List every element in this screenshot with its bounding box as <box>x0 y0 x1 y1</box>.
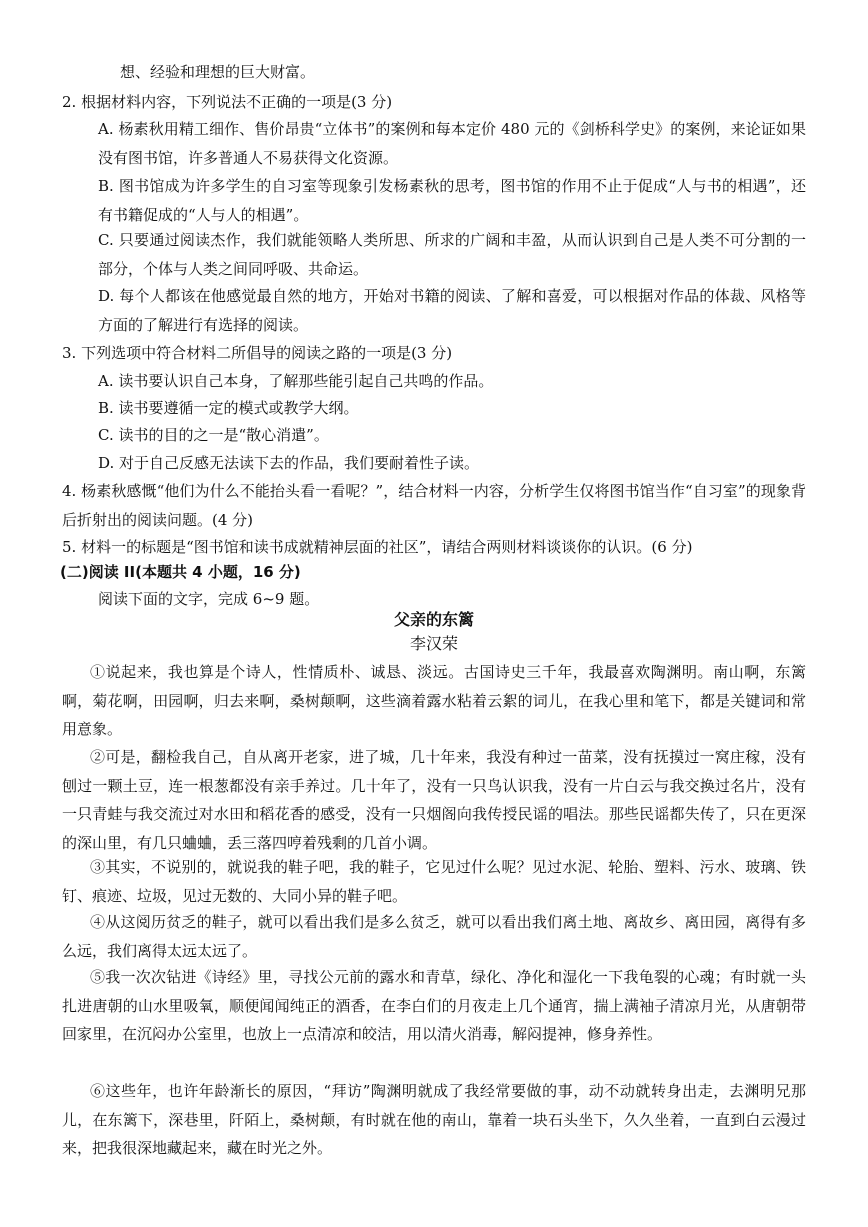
q2-option-b: B. 图书馆成为许多学生的自习室等现象引发杨素秋的思考，图书馆的作用不止于促成“人与书的相遇”，还有书籍促成的“人与人的相遇”。 <box>98 177 806 224</box>
article-author: 李汉荣 <box>409 634 458 653</box>
q2-option-a: A. 杨素秋用精工细作、售价昂贵“立体书”的案例和每本定价 480 元的《剑桥科学史》的案例，来论证如果没有图书馆，许多普通人不易获得文化资源。 <box>98 120 806 167</box>
q3-stem: 3. 下列选项中符合材料二所倡导的阅读之路的一项是(3 分) <box>62 344 453 362</box>
q4-text: 4. 杨素秋感慨“他们为什么不能抬头看一看呢？”，结合材料一内容，分析学生仅将图书馆当作“自习室”的现象背后折射出的阅读问题。(4 分) <box>62 482 806 529</box>
q2-option-d: D. 每个人都该在他感觉最自然的地方，开始对书籍的阅读、了解和喜爱，可以根据对作品的体裁、风格等方面的了解进行有选择的阅读。 <box>98 287 806 334</box>
q2-stem: 2. 根据材料内容，下列说法不正确的一项是(3 分) <box>62 93 393 111</box>
q3-option-d: D. 对于自己反感无法读下去的作品，我们要耐着性子读。 <box>98 454 480 472</box>
section-instruction: 阅读下面的文字，完成 6~9 题。 <box>98 590 320 608</box>
section-heading: (二)阅读 II(本题共 4 小题，16 分) <box>60 563 301 581</box>
article-paragraph-6: ⑥这些年，也许年龄渐长的原因，“拜访”陶渊明就成了我经常要做的事，动不动就转身出走，去渊明兄那儿，在东篱下，深巷里，阡陌上，桑树颠，有时就在他的南山，靠着一块石头坐下，久久坐着，一直到白云漫过来，把我很深地藏起来，藏在时光之外。 <box>62 1082 806 1157</box>
article-paragraph-4: ④从这阅历贫乏的鞋子，就可以看出我们是多么贫乏，就可以看出我们离土地、离故乡、离田园，离得有多么远，我们离得太远太远了。 <box>62 913 806 960</box>
q3-option-c: C. 读书的目的之一是“散心消遣”。 <box>98 426 329 444</box>
q3-option-b: B. 读书要遵循一定的模式或教学大纲。 <box>98 399 359 417</box>
article-paragraph-3: ③其实，不说别的，就说我的鞋子吧，我的鞋子，它见过什么呢？见过水泥、轮胎、塑料、污水、玻璃、铁钉、痕迹、垃圾，见过无数的、大同小异的鞋子吧。 <box>62 858 806 905</box>
article-title: 父亲的东篱 <box>393 610 474 629</box>
article-paragraph-2: ②可是，翻检我自己，自从离开老家，进了城，几十年来，我没有种过一苗菜，没有抚摸过一窝庄稼，没有刨过一颗土豆，连一根葱都没有亲手养过。几十年了，没有一只鸟认识我，没有一片白云与我交换过名片，没有一只青蛙与我交流过对水田和稻花香的感受，没有一只烟阁向我传授民谣的唱法。那些民谣都失传了，只在更深的深山里，有几只蛐蛐，丢三落四哼着残剩的几首小调。 <box>62 748 806 852</box>
q3-option-a: A. 读书要认识自己本身，了解那些能引起自己共鸣的作品。 <box>98 372 494 390</box>
article-paragraph-5: ⑤我一次次钻进《诗经》里，寻找公元前的露水和青草，绿化、净化和湿化一下我龟裂的心魂；有时就一头扎进唐朝的山水里吸氧，顺便闻闻纯正的酒香，在李白们的月夜走上几个通宵，揣上满袖子清凉月光，从唐朝带回家里，在沉闷办公室里，也放上一点清凉和皎洁，用以清火消毒，解闷提神，修身养性。 <box>62 968 806 1043</box>
q5-text: 5. 材料一的标题是“图书馆和读书成就精神层面的社区”，请结合两则材料谈谈你的认识。(6 分) <box>62 538 693 556</box>
q2-option-c: C. 只要通过阅读杰作，我们就能领略人类所思、所求的广阔和丰盈，从而认识到自己是人类不可分割的一部分，个体与人类之间同呼吸、共命运。 <box>98 231 806 278</box>
article-paragraph-1: ①说起来，我也算是个诗人，性情质朴、诚恳、淡远。古国诗史三千年，我最喜欢陶渊明。南山啊，东篱啊，菊花啊，田园啊，归去来啊，桑树颠啊，这些滴着露水粘着云絮的词儿，在我心里和笔下，都是关键词和常用意象。 <box>62 663 806 738</box>
q1-tail-text: 想、经验和理想的巨大财富。 <box>120 63 316 81</box>
